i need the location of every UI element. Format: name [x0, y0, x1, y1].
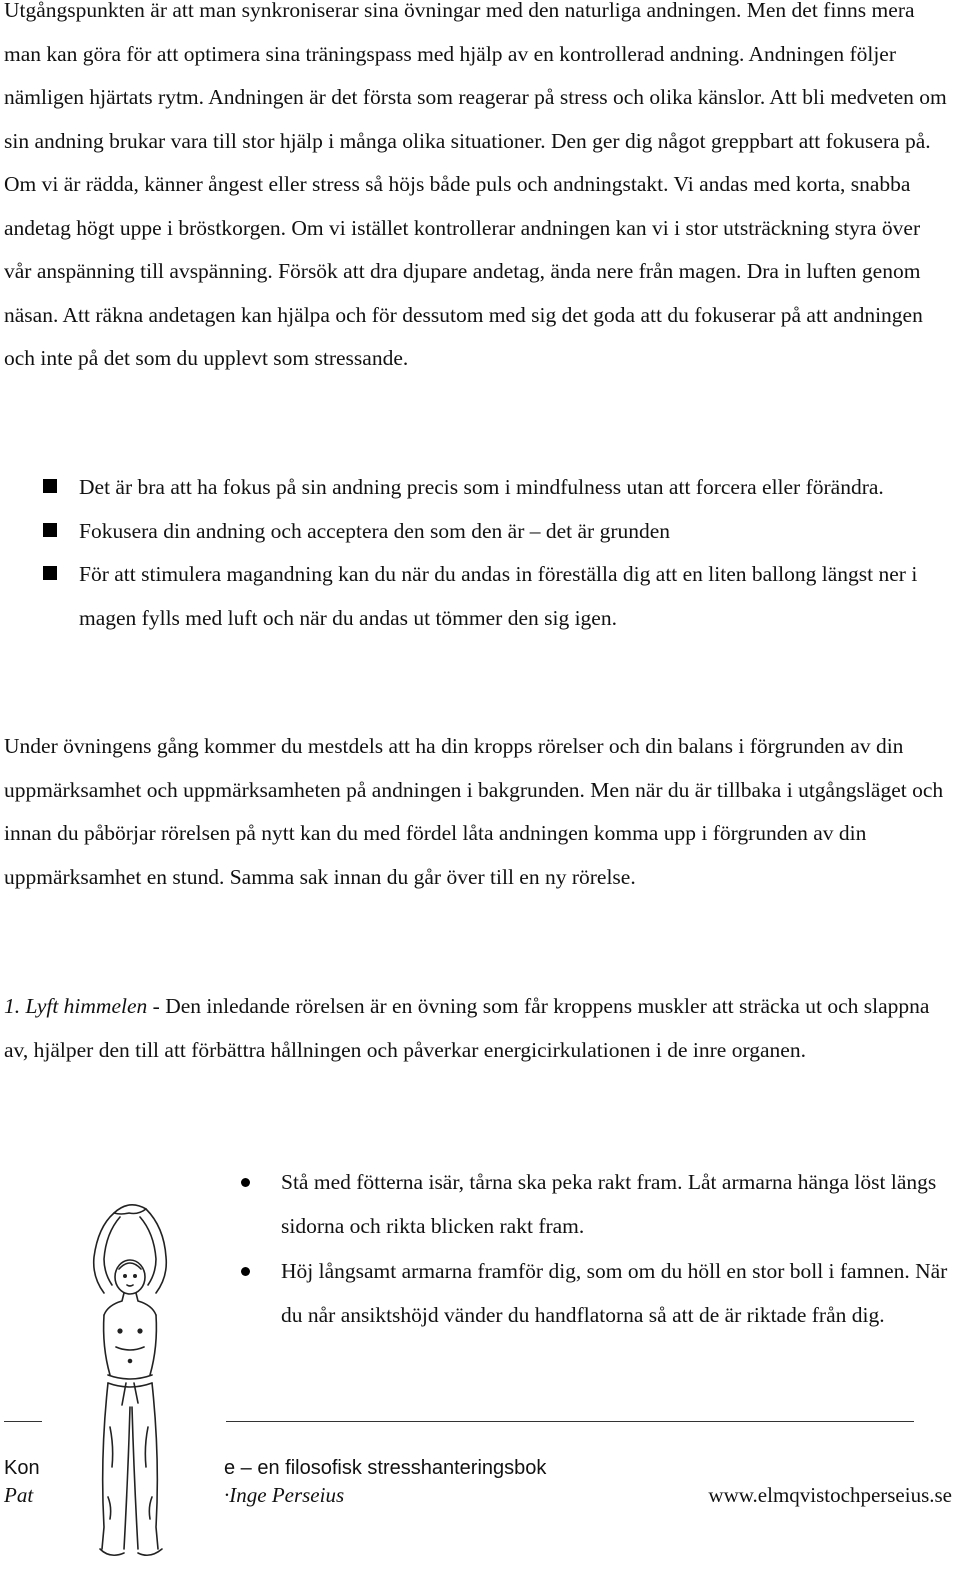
square-bullet-icon — [43, 566, 57, 580]
list-item — [0, 553, 952, 640]
exercise-title: 1. Lyft himmelen — [4, 994, 148, 1018]
footer-authors-start: Pat — [4, 1483, 34, 1507]
footer-website: www.elmqvistochperseius.se — [708, 1483, 952, 1507]
step-text: Höj långsamt armarna framför dig, som om du höll en stor boll i famnen. När du når ansiktshöjd vänder du handflatorna så att de är riktade från dig. — [281, 1259, 948, 1327]
bullet-dot-icon — [241, 1267, 250, 1276]
list-item — [0, 510, 952, 554]
footer-divider-right — [226, 1421, 914, 1422]
list-item — [0, 466, 952, 510]
qigong-figure-illustration — [74, 1197, 184, 1577]
attention-paragraph: Under övningens gång kommer du mestdels att ha din kropps rörelser och din balans i förgrunden av din uppmärksamhet och uppmärksamheten på andningen i bakgrunden. Men när du är tillbaka i utgångsläget och innan du påbörjar rörelsen på nytt kan du med fördel låta andningen komma upp i förgrunden av din uppmärksamhet en stund. Samma sak innan du går över till en ny rörelse. — [4, 734, 944, 889]
bullet-dot-icon — [241, 1178, 250, 1187]
footer-book-title-end: e – en filosofisk stresshanteringsbok — [224, 1457, 547, 1479]
exercise-separator: - — [147, 994, 166, 1018]
square-bullet-icon — [43, 523, 57, 537]
exercise-paragraph — [4, 985, 952, 1072]
exercise-description: Den inledande rörelsen är en övning som får kroppens muskler att sträcka ut och slappna av, hjälper den till att förbättra hållningen och påverkar energicirkulationen i de inre organen. — [4, 994, 930, 1062]
tip-text: För att stimulera magandning kan du när du andas in föreställa dig att en liten ballong längst ner i magen fylls med luft och när du andas ut tömmer den sig igen. — [79, 562, 918, 630]
step-text: Stå med fötterna isär, tårna ska peka rakt fram. Låt armarna hänga löst längs sidorna och rikta blicken rakt fram. — [281, 1170, 937, 1238]
square-bullet-icon — [43, 479, 57, 493]
footer-divider-left — [4, 1421, 42, 1422]
tip-text: Fokusera din andning och acceptera den som den är – det är grunden — [79, 518, 671, 543]
footer-book-title-start: Kon — [4, 1457, 40, 1479]
breathing-tips-list — [0, 466, 952, 640]
footer-authors-end: ·Inge Perseius — [224, 1483, 345, 1507]
intro-paragraph: Utgångspunkten är att man synkroniserar sina övningar med den naturliga andningen. Men det finns mera man kan göra för att optimera sina träningspass med hjälp av en kontrollerad andning. Andningen följer nämligen hjärtats rytm. Andningen är det första som reagerar på stress och olika känslor. Att bli medveten om sin andning brukar vara till stor hjälp i många olika situationer. Den ger dig något greppbart att fokusera på. Om vi är rädda, känner ångest eller stress så höjs både puls och andningstakt. Vi andas med korta, snabba andetag högt uppe i bröstkorgen. Om vi istället kontrollerar andningen kan vi i stor utsträckning styra över vår anspänning till avspänning. Försök att dra djupare andetag, ända nere från magen. Dra in luften genom näsan. Att räkna andetagen kan hjälpa och för dessutom med sig det goda att du fokuserar på att andningen och inte på det som du upplevt som stressande. — [4, 0, 947, 370]
tip-text: Det är bra att ha fokus på sin andning precis som i mindfulness utan att forcera eller förändra. — [79, 475, 884, 499]
